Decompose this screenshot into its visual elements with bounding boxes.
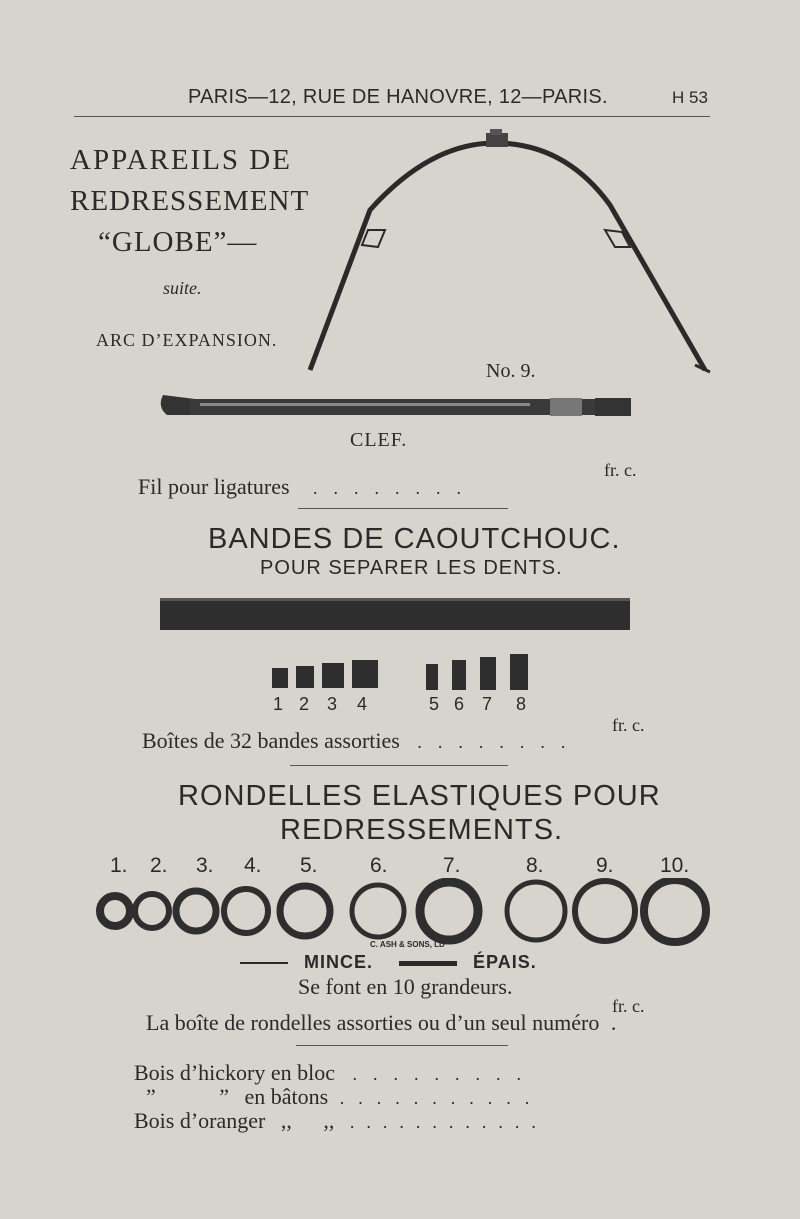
item-dots: ............ [349,1112,548,1132]
ring-number: 7. [443,854,461,877]
section2-subtitle: POUR SEPARER LES DENTS. [260,557,563,579]
section2-item [142,728,581,754]
item-dots: ........ [417,732,582,752]
band-number: 4 [357,694,368,714]
ditto-mark: ,, [323,1108,335,1133]
section3-rule [296,1045,508,1046]
ring-number: 8. [526,854,544,877]
ring-number: 1. [110,854,128,877]
ring-number: 3. [196,854,214,877]
key-illustration [155,385,640,425]
ring-number: 5. [300,854,318,877]
key-caption: CLEF. [350,429,408,451]
section1-price-header: fr. c. [604,460,637,480]
ring-number: 2. [150,854,168,877]
item-dots: ......... [352,1064,538,1084]
rubber-band-samples [268,650,538,692]
ring-number: 4. [244,854,262,877]
item-label: La boîte de rondelles assorties ou d’un seul numéro [146,1010,600,1035]
item-label: Bois d’oranger [134,1108,266,1133]
section1-item [138,474,477,500]
page-number: H 53 [672,88,708,107]
page-header [0,86,800,116]
band-number: 8 [516,694,527,714]
header-rule [74,116,710,117]
expansion-arc-illustration [290,125,720,380]
item-label: Boîtes de 32 bandes assorties [142,728,400,753]
orange-wood-line [134,1108,548,1134]
legend-thin: MINCE. [304,952,374,972]
band-number: 7 [482,694,493,714]
item-dots: . [610,1010,617,1035]
section3-title-line1: RONDELLES ELASTIQUES POUR [178,780,661,812]
hickory-sticks-line [146,1084,543,1110]
sizes-note: Se font en 10 grandeurs. [298,974,513,999]
figure-number: No. 9. [486,360,536,382]
item-label: Fil pour ligatures [138,474,290,499]
running-title: PARIS—12, RUE DE HANOVRE, 12—PARIS. [188,86,608,108]
ditto-mark: ,, [280,1108,292,1133]
band-number: 1 [273,694,284,714]
ring-number: 10. [660,854,690,877]
band-number: 5 [429,694,440,714]
band-number: 6 [454,694,465,714]
band-number: 3 [327,694,338,714]
section1-title-line1: APPAREILS DE [70,144,292,176]
thickness-legend [240,952,537,973]
section2-rule [290,765,508,766]
section1-rule [298,508,508,509]
band-number: 2 [299,694,310,714]
section3-price-header: fr. c. [612,996,645,1016]
item-dots: ........ [313,478,478,498]
elastic-rings-illustration [95,878,720,948]
section1-title-line3: “GLOBE”— [98,226,258,258]
section3-item [146,1010,616,1036]
section1-title-line2: REDRESSEMENT [70,185,310,217]
section3-title-line2: REDRESSEMENTS. [280,814,564,846]
item-dots: ........... [339,1088,544,1108]
maker-mark: C. ASH & SONS, LD [370,940,445,949]
ring-number: 9. [596,854,614,877]
rubber-band-strip [160,598,632,632]
section2-title: BANDES DE CAOUTCHOUC. [208,523,621,555]
thin-line-sample [240,962,288,964]
legend-thick: ÉPAIS. [473,952,537,972]
section2-price-header: fr. c. [612,715,645,735]
thick-line-sample [399,961,457,966]
section1-suite: suite. [163,278,202,298]
ditto-mark: ” [219,1084,230,1109]
ditto-mark: ” [146,1084,156,1109]
ring-number: 6. [370,854,388,877]
item-label: en bâtons [244,1084,329,1109]
arc-label: ARC D’EXPANSION. [96,330,278,350]
item-label: Bois d’hickory en bloc [134,1060,336,1085]
hickory-block-line [134,1060,537,1086]
